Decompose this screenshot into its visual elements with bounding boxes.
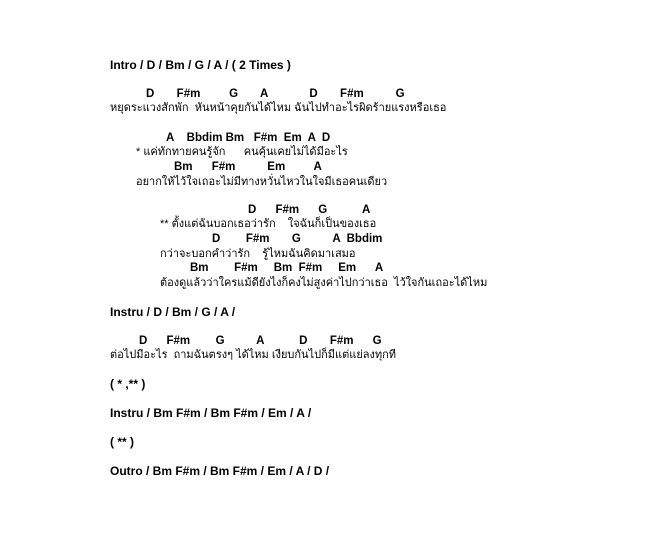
- chorus-chord-line-1: D F#m G A: [248, 204, 371, 216]
- repeat-marker-2: ( ** ): [110, 435, 134, 449]
- instru-line-2: Instru / Bm F#m / Bm F#m / Em / A /: [110, 406, 312, 420]
- chorus-lyric-line-1: ** ตั้งแต่ฉันบอกเธอว่ารัก ใจฉันก็เป็นของเธอ: [160, 218, 377, 230]
- chorus-lyric-line-3: ต้องดูแล้วว่าใครแม้ดียังไงก็คงไม่สูงค่าไปกว่าเธอ ไว้ใจกันเถอะได้ไหม: [160, 277, 488, 289]
- verse2-chord-line-1: A Bbdim Bm F#m Em A D: [166, 132, 331, 144]
- verse2-lyric-line-1: * แค่ทักทายคนรู้จัก คนคุ้นเคยไม่ได้มีอะไร: [136, 146, 348, 158]
- intro-line: Intro / D / Bm / G / A / ( 2 Times ): [110, 58, 291, 72]
- chorus-lyric-line-2: กว่าจะบอกคำว่ารัก รู้ไหมฉันคิดมาเสมอ: [160, 248, 356, 260]
- bridge-chord-line: D F#m G A D F#m G: [139, 335, 382, 347]
- verse1-chord-line: D F#m G A D F#m G: [146, 88, 405, 100]
- repeat-marker-1: ( * ,** ): [110, 377, 146, 391]
- verse2-chord-line-2: Bm F#m Em A: [174, 161, 322, 173]
- bridge-lyric-line: ต่อไปมีอะไร ถามฉันตรงๆ ได้ไหม เงียบกันไปก็มีแต่แย่ลงทุกที: [110, 349, 397, 361]
- chorus-chord-line-3: Bm F#m Bm F#m Em A: [190, 262, 384, 274]
- instru-line-1: Instru / D / Bm / G / A /: [110, 305, 236, 319]
- verse1-lyric-line: หยุดระแวงสักพัก หันหน้าคุยกันได้ไหม ฉันไปทำอะไรผิดร้ายแรงหรือเธอ: [110, 102, 447, 114]
- verse2-lyric-line-2: อยากให้ไว้ใจเถอะไม่มีทางหวั่นไหวในใจมีเธอคนเดียว: [136, 176, 388, 188]
- outro-line: Outro / Bm F#m / Bm F#m / Em / A / D /: [110, 464, 330, 478]
- chorus-chord-line-2: D F#m G A Bbdim: [212, 233, 383, 245]
